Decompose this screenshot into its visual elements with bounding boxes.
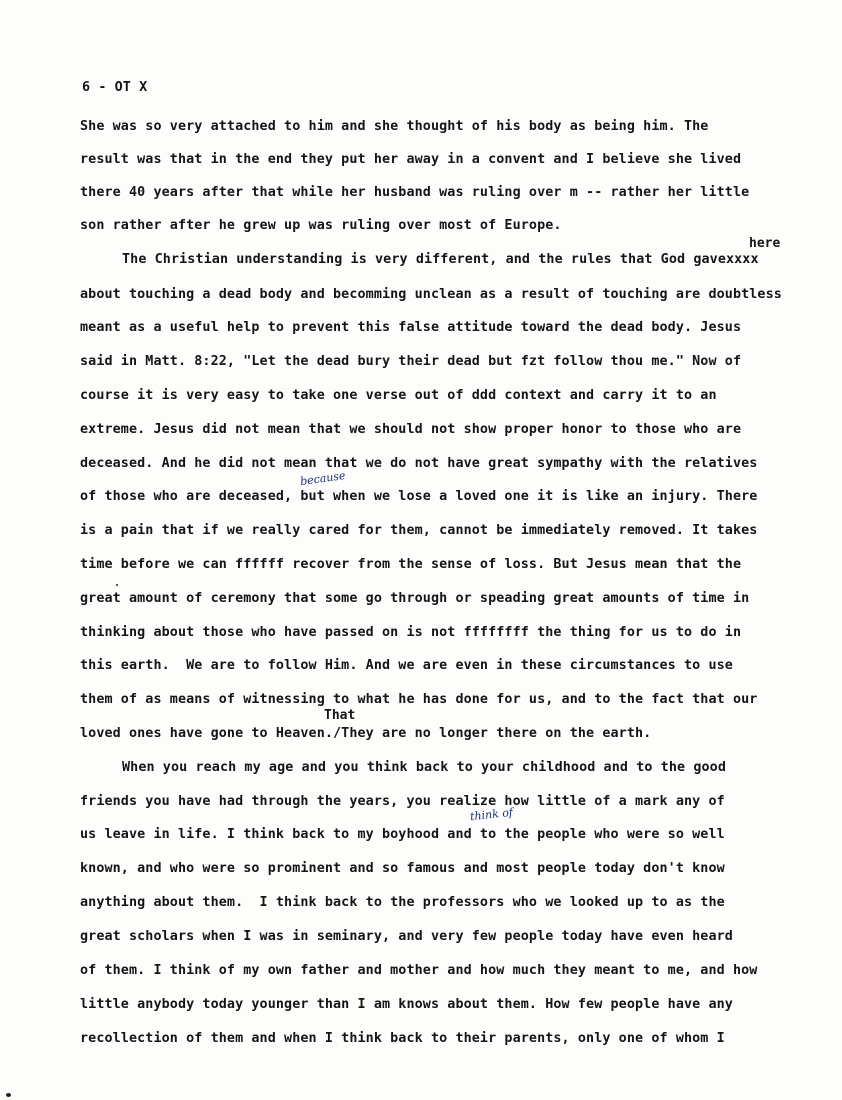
handwritten-insertion-think-of: think of [469, 805, 514, 824]
page-number: 6 - OT X [82, 80, 148, 95]
text-line: deceased. And he did not mean that we do not have great sympathy with the relatives [80, 456, 758, 471]
text-line: of them. I think of my own father and mother and how much they meant to me, and how [80, 963, 758, 978]
text-line: She was so very attached to him and she thought of his body as being him. The [80, 119, 709, 134]
text-line: this earth. We are to follow Him. And we are even in these circumstances to use [80, 658, 733, 673]
text-line: extreme. Jesus did not mean that we should not show proper honor to those who are [80, 422, 742, 437]
text-line: them of as means of witnessing to what he has done for us, and to the fact that our [80, 692, 758, 707]
text-line: is a pain that if we really cared for them, cannot be immediately removed. It takes [80, 523, 758, 538]
text-line: there 40 years after that while her husband was ruling over m -- rather her little [80, 185, 750, 200]
text-line: son rather after he grew up was ruling over most of Europe. [80, 218, 562, 233]
scan-speck [116, 584, 118, 586]
text-line: recollection of them and when I think back to their parents, only one of whom I [80, 1031, 725, 1046]
text-line: course it is very easy to take one verse out of ddd context and carry it to an [80, 388, 717, 403]
text-line: great scholars when I was in seminary, and very few people today have even heard [80, 929, 733, 944]
insertion-here: here [749, 236, 781, 251]
text-line: known, and who were so prominent and so famous and most people today don't know [80, 861, 725, 876]
text-line: When you reach my age and you think back to your childhood and to the good [122, 760, 726, 775]
text-line: us leave in life. I think back to my boyhood and to the people who were so well [80, 827, 725, 842]
text-line: anything about them. I think back to the professors who we looked up to as the [80, 895, 725, 910]
text-line: great amount of ceremony that some go through or speading great amounts of time in [80, 591, 750, 606]
scan-speck [6, 1093, 11, 1097]
text-line: friends you have had through the years, you realize how little of a mark any of [80, 794, 725, 809]
text-line: thinking about those who have passed on is not ffffffff the thing for us to do in [80, 625, 742, 640]
insertion-that: That [324, 708, 356, 723]
text-line: of those who are deceased, but when we lose a loved one it is like an injury. There [80, 489, 758, 504]
text-line: about touching a dead body and becomming unclean as a result of touching are doubtless [80, 287, 782, 302]
text-line: little anybody today younger than I am knows about them. How few people have any [80, 997, 733, 1012]
text-line: result was that in the end they put her away in a convent and I believe she lived [80, 152, 742, 167]
text-line: The Christian understanding is very different, and the rules that God gavexxxx [122, 252, 759, 267]
text-line: said in Matt. 8:22, "Let the dead bury their dead but fzt follow thou me." Now of [80, 354, 742, 369]
text-line: loved ones have gone to Heaven./They are no longer there on the earth. [80, 726, 652, 741]
text-line: meant as a useful help to prevent this false attitude toward the dead body. Jesus [80, 320, 742, 335]
text-line: time before we can ffffff recover from the sense of loss. But Jesus mean that the [80, 557, 742, 572]
handwritten-insertion-because: because [299, 468, 347, 489]
